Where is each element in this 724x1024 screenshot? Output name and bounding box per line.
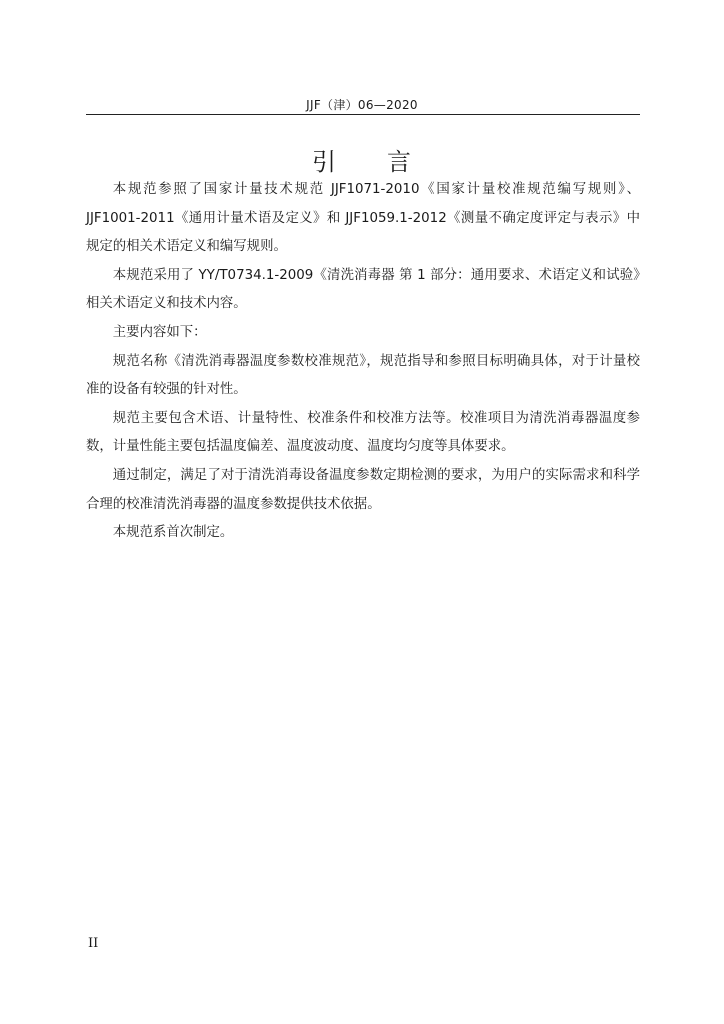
paragraph-main-content-intro: 主要内容如下：: [112, 324, 207, 340]
body-text: [86, 176, 640, 548]
paragraph-adopted-standard: 本规范采用了 YY/T0734.1-2009《清洗消毒器 第 1 部分：通用要求、术语定义和试验》相关术语定义和技术内容。: [86, 267, 640, 312]
paragraph-references: 本规范参照了国家计量技术规范 JJF1071-2010《国家计量校准规范编写规则》、JJF1001-2011《通用计量术语及定义》和 JJF1059.1-2012《测量不确定度评定与表示》中规定的相关术语定义和编写规则。: [86, 182, 640, 255]
header-divider: [86, 114, 640, 115]
paragraph-spec-name: 规范名称《清洗消毒器温度参数校准规范》，规范指导和参照目标明确具体，对于计量校准的设备有较强的针对性。: [86, 353, 640, 398]
document-code-header: JJF（津）06—2020: [306, 98, 418, 112]
paragraph-spec-scope: 规范主要包含术语、计量特性、校准条件和校准方法等。校准项目为清洗消毒器温度参数，计量性能主要包括温度偏差、温度波动度、温度均匀度等具体要求。: [86, 410, 640, 455]
paragraph-purpose: 通过制定，满足了对于清洗消毒设备温度参数定期检测的要求，为用户的实际需求和科学合理的校准清洗消毒器的温度参数提供技术依据。: [86, 467, 640, 512]
page-number: II: [88, 936, 99, 951]
page-title: 引 言: [312, 148, 412, 176]
paragraph-first-edition: 本规范系首次制定。: [112, 525, 234, 541]
